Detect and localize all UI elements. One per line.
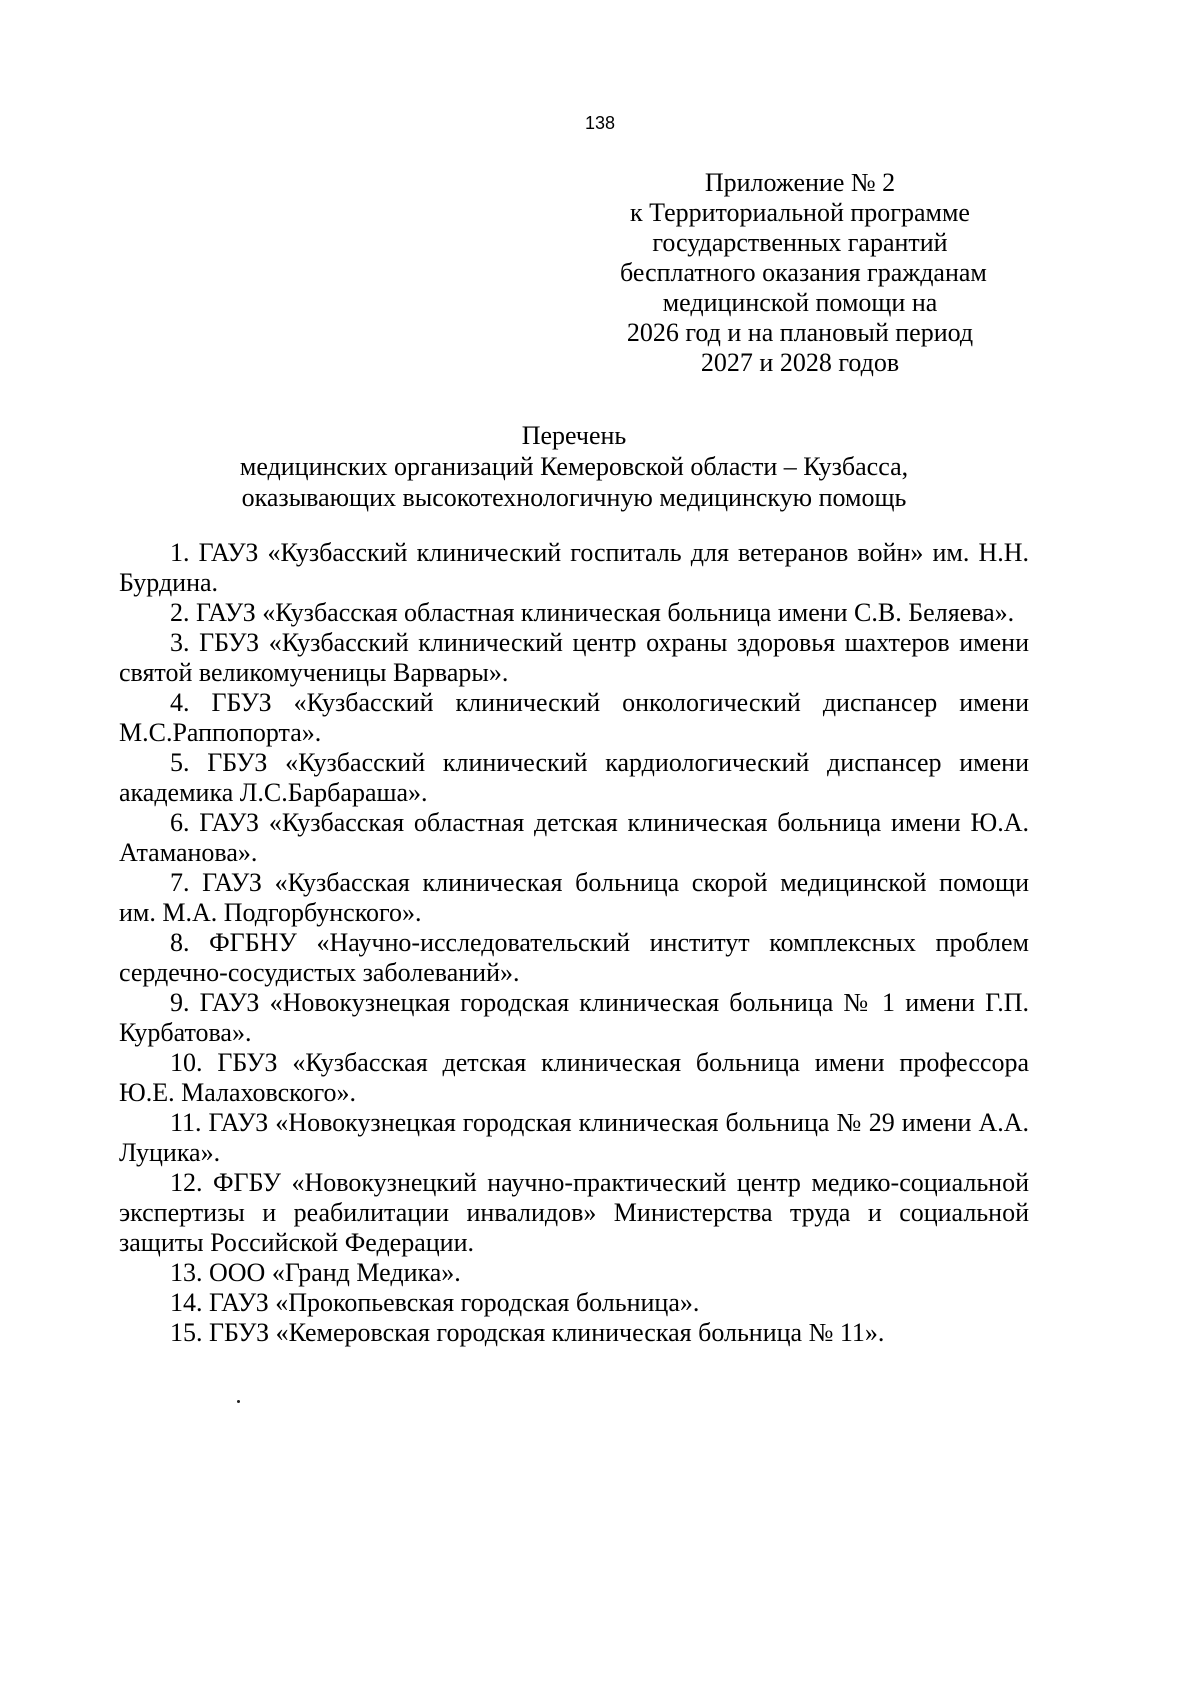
appendix-line: 2026 год и на плановый период	[626, 318, 974, 347]
list-item: 11. ГАУЗ «Новокузнецкая городская клиническая больница № 29 имени А.А. Луцика».	[119, 1108, 1029, 1167]
list-item: 12. ФГБУ «Новокузнецкий научно-практический центр медико-социальной экспертизы и реабилитации инвалидов» Министерства труда и социальной защиты Российской Федерации.	[119, 1168, 1029, 1257]
list-item: 5. ГБУЗ «Кузбасский клинический кардиологический диспансер имени академика Л.С.Барбараша».	[119, 748, 1029, 807]
appendix-line: 2027 и 2028 годов	[700, 348, 900, 377]
list-item: 15. ГБУЗ «Кемеровская городская клиническая больница № 11».	[170, 1318, 885, 1347]
title-line: оказывающих высокотехнологичную медицинскую помощь	[241, 483, 907, 512]
appendix-header	[620, 168, 987, 378]
list-item: 7. ГАУЗ «Кузбасская клиническая больница скорой медицинской помощи им. М.А. Подгорбунского».	[119, 868, 1029, 927]
organization-list	[119, 538, 1029, 1348]
appendix-line: бесплатного оказания гражданам	[620, 258, 987, 287]
title-line: Перечень	[521, 421, 627, 450]
list-item: 3. ГБУЗ «Кузбасский клинический центр охраны здоровья шахтеров имени святой великомученицы Варвары».	[119, 628, 1029, 687]
list-item: 14. ГАУЗ «Прокопьевская городская больница».	[170, 1288, 700, 1317]
title-line: медицинских организаций Кемеровской области – Кузбасса,	[239, 452, 909, 481]
document-title	[120, 420, 1028, 513]
list-item: 8. ФГБНУ «Научно-исследовательский институт комплексных проблем сердечно-сосудистых заболеваний».	[119, 928, 1029, 987]
list-item: 2. ГАУЗ «Кузбасская областная клиническая больница имени С.В. Беляева».	[170, 598, 1015, 627]
appendix-line: медицинской помощи на	[662, 288, 938, 317]
list-item: 13. ООО «Гранд Медика».	[170, 1258, 461, 1287]
appendix-line: государственных гарантий	[652, 228, 948, 257]
appendix-line: Приложение № 2	[704, 168, 896, 197]
list-item: 10. ГБУЗ «Кузбасская детская клиническая больница имени профессора Ю.Е. Малаховского».	[119, 1048, 1029, 1107]
stray-dot	[237, 1400, 240, 1403]
appendix-line: к Территориальной программе	[630, 198, 970, 227]
list-item: 4. ГБУЗ «Кузбасский клинический онкологический диспансер имени М.С.Раппопорта».	[119, 688, 1029, 747]
list-item: 9. ГАУЗ «Новокузнецкая городская клиническая больница № 1 имени Г.П. Курбатова».	[119, 988, 1029, 1047]
list-item: 1. ГАУЗ «Кузбасский клинический госпиталь для ветеранов войн» им. Н.Н. Бурдина.	[119, 538, 1029, 597]
page-number: 138	[584, 113, 616, 133]
list-item: 6. ГАУЗ «Кузбасская областная детская клиническая больница имени Ю.А. Атаманова».	[119, 808, 1029, 867]
